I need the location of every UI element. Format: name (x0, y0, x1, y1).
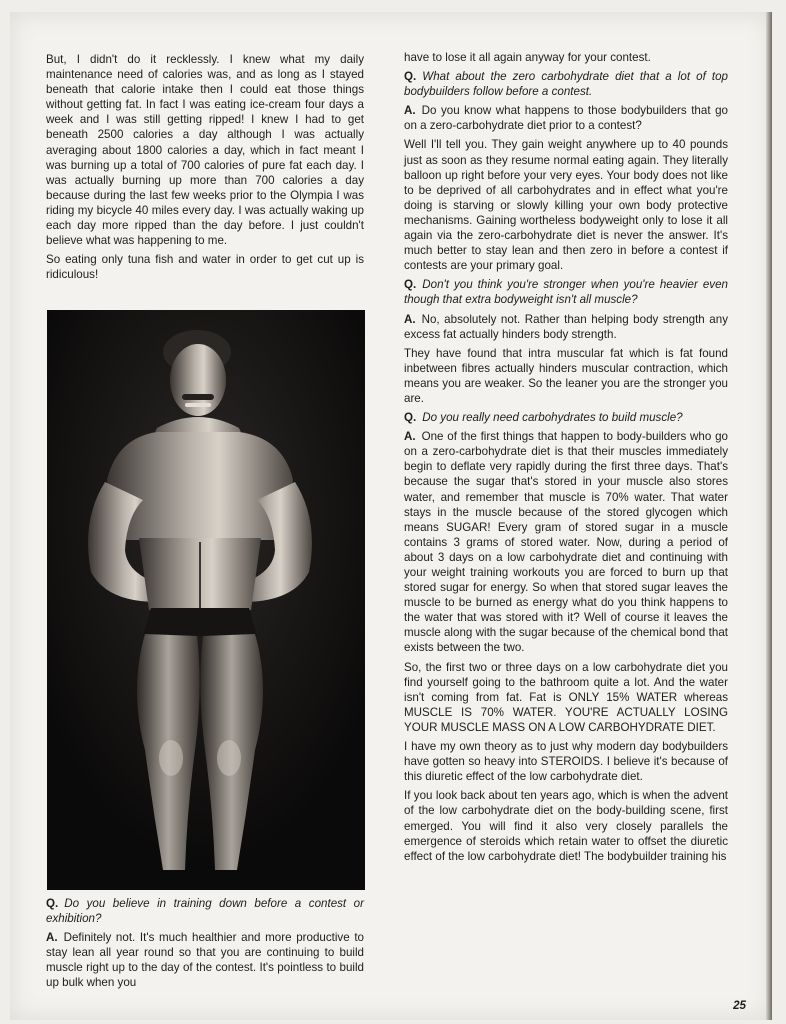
question-marker: Q. (404, 411, 417, 425)
paragraph-steroids-theory: I have my own theory as to just why modern day bodybuilders have gotten so heavy into STEROIDS. I believe it's because of this diuretic effect of the low carbohydrate diet. (404, 740, 728, 784)
answer-text: No, absolutely not. Rather than helping body strength any excess fat actually hinders body strength. (404, 312, 728, 341)
left-paragraph-2: So eating only tuna fish and water in order to get cut up is ridiculous! (46, 253, 364, 282)
question-text: Do you believe in training down before a contest or exhibition? (46, 897, 364, 926)
answer-marker: A. (404, 104, 416, 118)
answer-text: Do you know what happens to those bodybuilders that go on a zero-carbohydrate diet prior to a contest? (404, 104, 728, 133)
answer-marker: A. (46, 931, 58, 945)
question-marker: Q. (404, 278, 417, 292)
question-need-carbs (404, 410, 728, 425)
question-zero-carb (404, 69, 728, 99)
paragraph-weight-gain: Well I'll tell you. They gain weight anywhere up to 40 pounds just as soon as they resume normal eating again. They literally balloon up right before your very eyes. Your body does not like to be deprived of all carbohydrates and in effect what you're doing is starving or slowly killing your own body protective mechanisms. Gaining wortheless bodyweight only to lose it all again via the zero-carbohydrate diet is never the answer. It's much better to stay lean and then zero in before a contest if contests are your primary goal. (404, 138, 728, 273)
question-marker: Q. (404, 70, 417, 84)
right-column (404, 50, 728, 868)
left-paragraph-1: But, I didn't do it recklessly. I knew what my daily maintenance need of calories was, and as long as I stayed beneath that calorie intake then I could eat those things without getting fat. In fact I was eating ice-cream four days a week and I was still getting ripped! I knew I had to get beneath 2500 calories a day although I was actually averaging about 1800 calories a day, which in fact meant I was burning up a total of 700 calories of pure fat each day. I was actually burning up more than 700 calories a day because during the last few weeks prior to the Olympia I was riding my bicycle 40 miles every day. I was actually waking up each day more ripped than the day before. I just couldn't believe what was happening to me. (46, 53, 364, 248)
answer-marker: A. (404, 430, 416, 444)
question-text: Don't you think you're stronger when you're heavier even though that extra bodyweight isn't all muscle? (404, 278, 728, 307)
answer-text: Definitely not. It's much healthier and more productive to stay lean all year round so that you are continuing to build muscle right up to the day of the contest. It's pointless to build up bulk when you (46, 931, 364, 990)
paragraph-intra-muscular-fat: They have found that intra muscular fat which is fat found inbetween fibres actually hinders muscular contraction, which means you are weaker. So the leaner you are the stronger you are. (404, 346, 728, 405)
left-qa-block (46, 896, 364, 995)
question-text: Do you really need carbohydrates to build muscle? (422, 411, 683, 425)
bodybuilder-figure (47, 310, 365, 890)
question-training-down (46, 896, 364, 926)
question-text: What about the zero carbohydrate diet that a lot of top bodybuilders follow before a contest. (404, 70, 728, 99)
left-column (46, 52, 364, 286)
page-spine-shadow (766, 12, 772, 1020)
answer-training-down (46, 930, 364, 990)
paragraph-ten-years-ago: If you look back about ten years ago, which is when the advent of the low carbohydrate diet on the body-building scene, first emerged. You will find it also very closely parallels the emergence of steroids which retain water to offset the diuretic effect of the low carbohydrate diet! The bodybuilder training his (404, 789, 728, 863)
answer-marker: A. (404, 312, 416, 326)
paragraph-water-loss: So, the first two or three days on a low carbohydrate diet you find yourself going to the bathroom quite a lot. And the water isn't coming from fat. Fat is ONLY 15% WATER whereas MUSCLE IS 70% WATER. YOU'RE ACTUALLY LOSING YOUR MUSCLE MASS ON A LOW CARBOHYDRATE DIET. (404, 660, 728, 734)
question-stronger-heavier (404, 277, 728, 307)
answer-zero-carb (404, 103, 728, 133)
right-opening-line: have to lose it all again anyway for your contest. (404, 51, 651, 64)
answer-need-carbs (404, 429, 728, 655)
answer-stronger-heavier (404, 312, 728, 342)
answer-text: One of the first things that happen to body-builders who go on a zero-carbohydrate diet is that their muscles immediately begin to deflate very rapidly during the first three days. That's because the sugar that's stored in your muscle also stores water, and remember that muscle is 70% water. That water stays in the muscle because of the stored glycogen which means SUGAR! Every gram of stored sugar in a muscle contains 3 grams of stored water. Now, during a period of about 3 days on a low carbohydrate diet and continuing with your weight training workouts you are forced to burn up that stored sugar for energy. So when that stored sugar leaves the muscle to be burned as energy what do you think happens to the water that was stored with it? Well of course it leaves the muscle along with the sugar because of the chemical bond that exists between the two. (404, 430, 728, 655)
page-number: 25 (733, 999, 746, 1012)
question-marker: Q. (46, 897, 59, 910)
bodybuilder-photo (47, 310, 365, 890)
